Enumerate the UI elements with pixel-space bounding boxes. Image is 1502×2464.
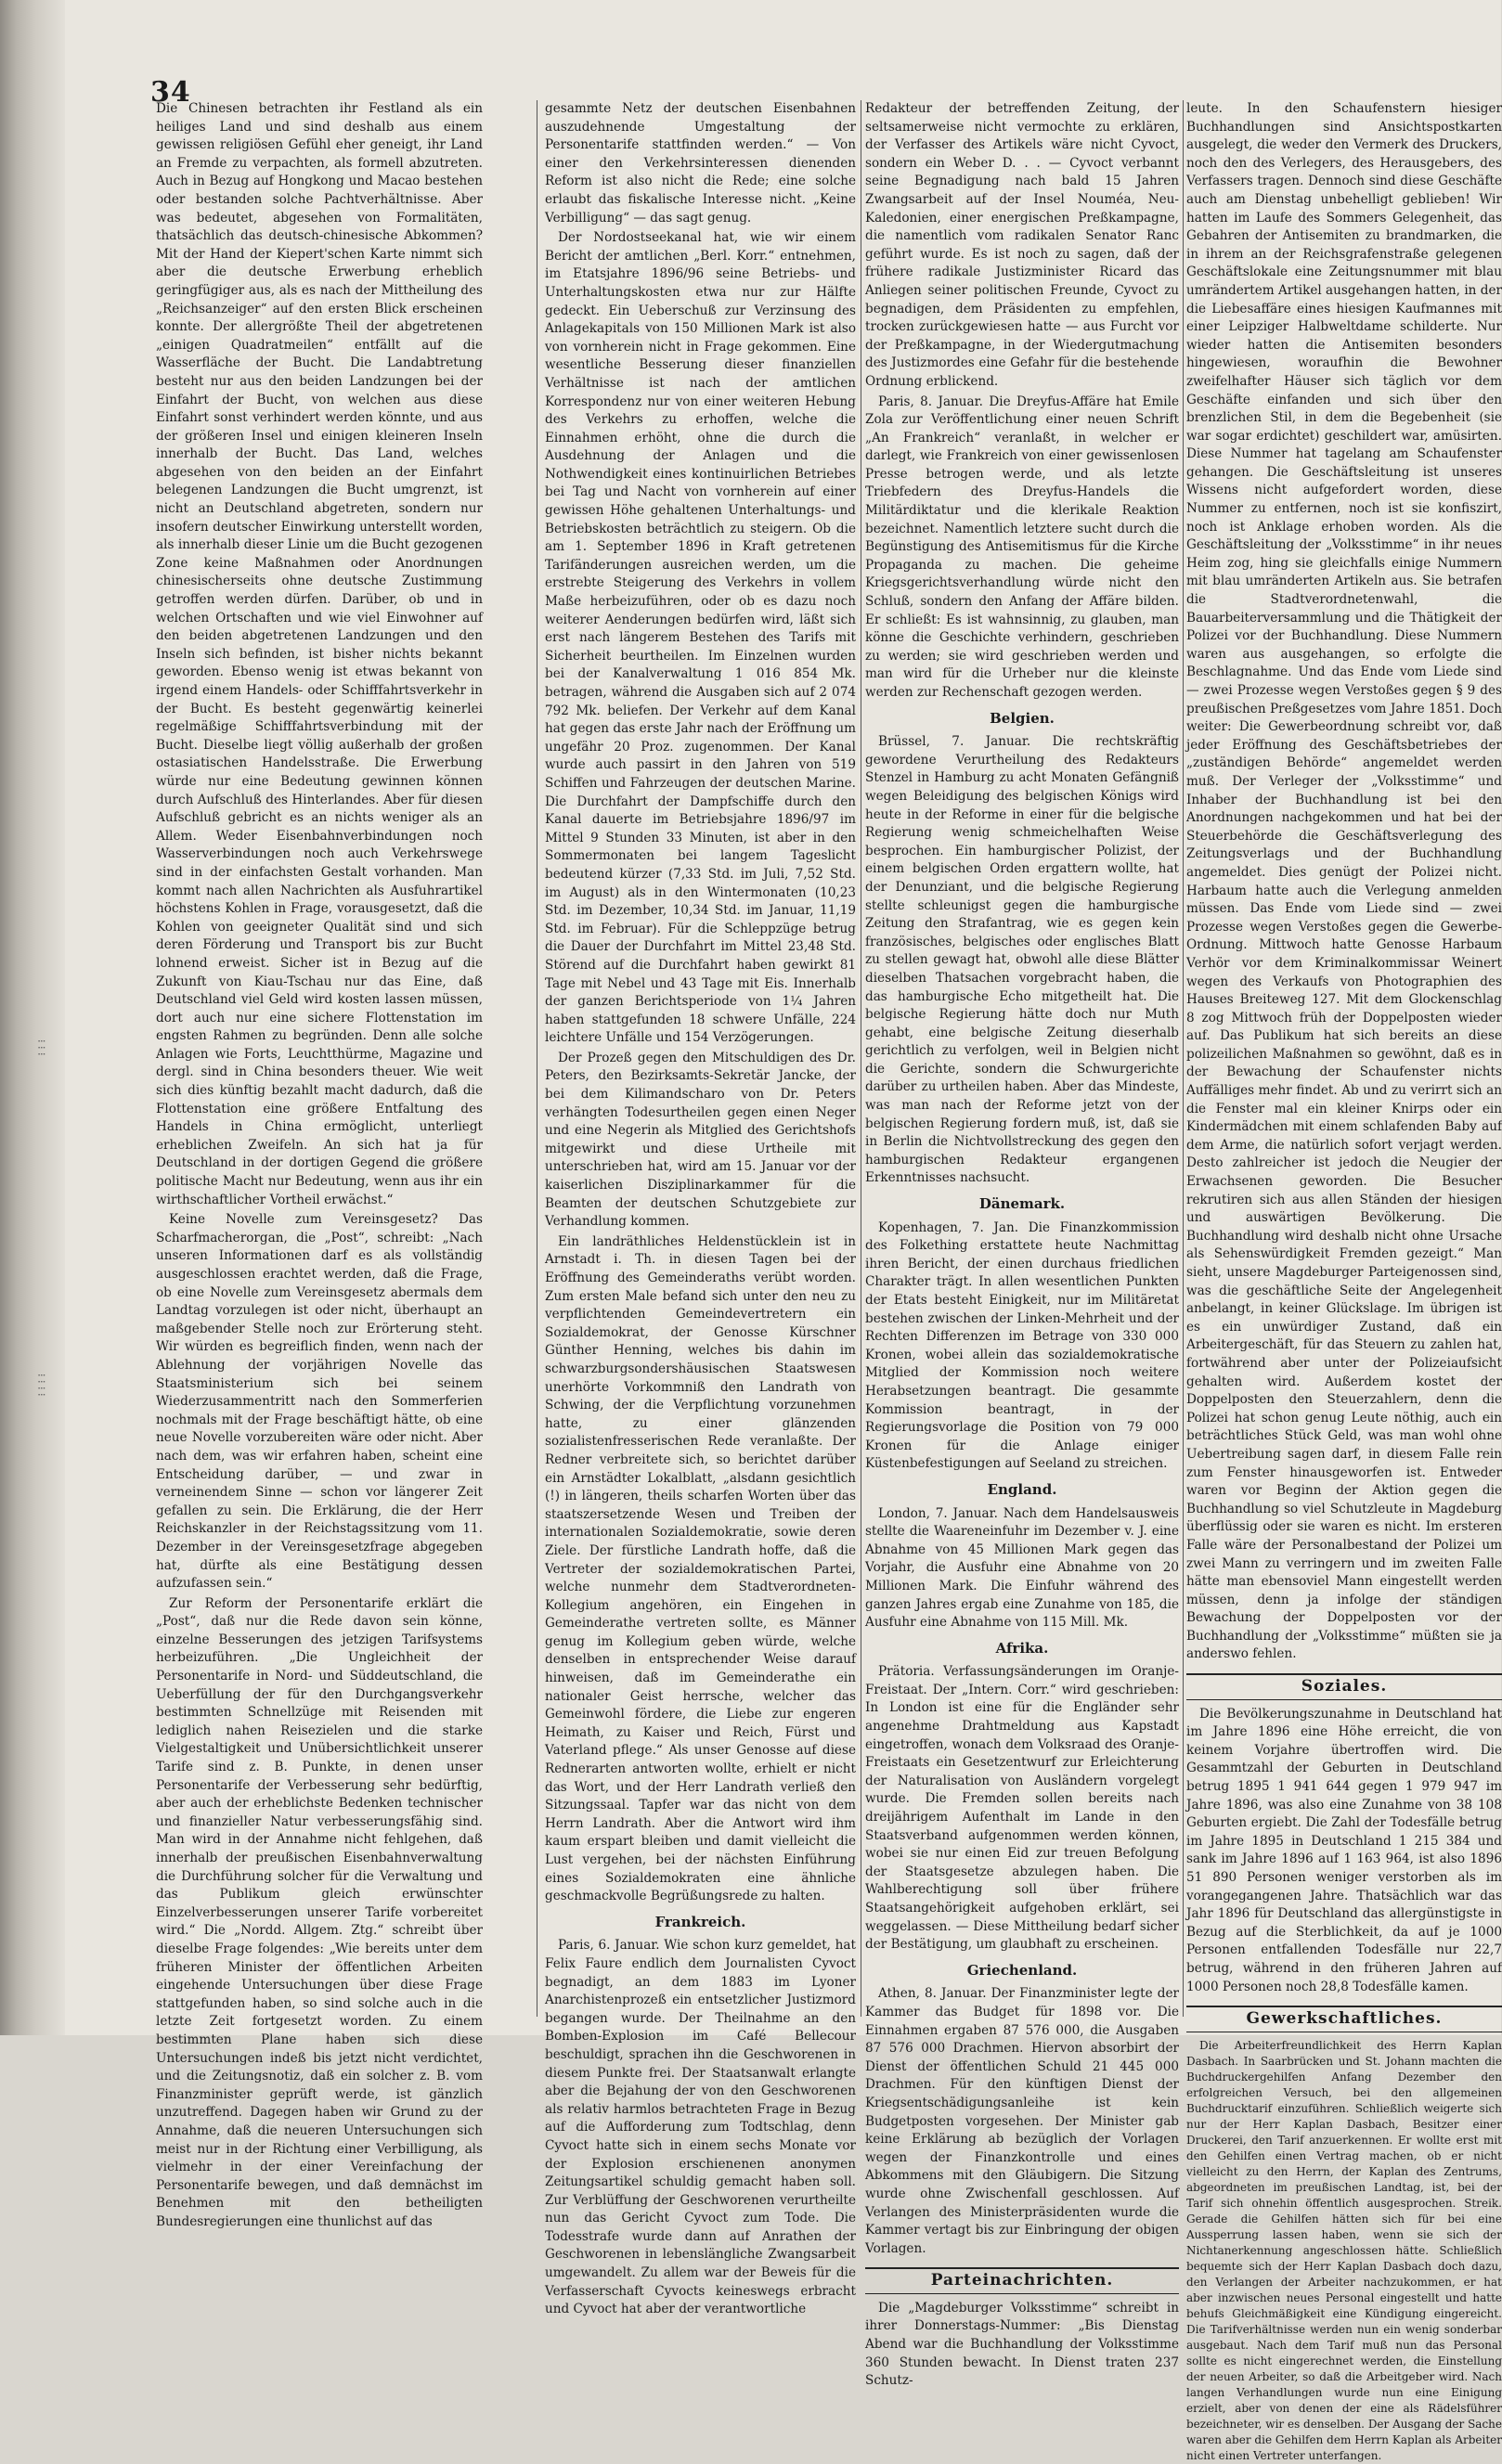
newspaper-page (65, 0, 1502, 2462)
section-heading-belgien: Belgien. (990, 709, 1055, 727)
article-paragraph: Die „Magdeburger Volksstimme“ schreibt in ihrer Donnerstags-Nummer: „Bis Dienstag Abend war die Buchhandlung der Volksstimme 360 Stunden bewacht. In Dienst traten 237 Schutz- (865, 2300, 1179, 2389)
article-paragraph: Zur Reform der Personentarife erklärt die „Post“, daß nur die Rede davon sein könne, einzelne Besserungen des jetzigen Tarifsystems herbeizuführen. „Die Ungleichheit der Personentarife in Nord- und Süddeutschland, die Ueberfüllung der für den Durchgangsverkehr bestimmten Schnellzüge mit Reisenden mit lediglich nahen Reisezielen und die starke Vielgestaltigkeit und Unübersichtlichkeit unserer Tarife sind z. B. Punkte, in denen unser Personentarife der Verbesserung sehr bedürftig, aber auch der erheblichste Bedenken technischer und finanzieller Natur verbesserungsfähig sind. Man wird in der Annahme nicht fehlgehen, daß innerhalb der preußischen Eisenbahnverwaltung die Durchführung solcher für die Verwaltung und das Publikum gleich erwünschter Einzelverbesserungen unserer Tarife vorbereitet wird.“ Die „Nordd. Allgem. Ztg.“ schreibt über dieselbe Frage folgendes: „Wie bereits unter dem früheren Minister der öffentlichen Arbeiten eingehende Untersuchungen über diese Frage stattgefunden haben, so sind solche auch in die letzte Zeit fortgesetzt worden. Zu einem bestimmten Plane haben sich diese Untersuchungen indeß bis jetzt nicht verdichtet, und die Zeitungsnotiz, daß ein solcher z. B. vom Finanzminister geprüft werde, ist gänzlich unzutreffend. Dagegen haben wir Grund zu der Annahme, daß die neueren Untersuchungen sich meist nur in der Richtung einer Verbilligung, als vielmehr in der einer Vereinfachung der Personentarife bewegen, und daß demnächst im Benehmen mit den betheiligten Bundesregierungen eine thunlichst auf das (156, 1595, 483, 2229)
section-heading-frankreich: Frankreich. (654, 1913, 746, 1930)
binding-margin-mark: ⁝ ⁝ ⁝ ⁝ (35, 1374, 47, 1397)
column-rule (1183, 100, 1184, 2017)
section-heading-griechenland: Griechenland. (966, 1961, 1078, 1979)
section-heading-soziales: Soziales. (1186, 1673, 1502, 1700)
article-paragraph: Ein landräthliches Heldenstücklein ist in Arnstadt i. Th. in diesen Tagen bei der Eröffnung des Gemeinderaths verübt worden. Zum ersten Male befand sich unter den neu zu verpflichtenden Gemeindevertretern ein Sozialdemokrat, der Genosse Kürschner Günther Henning, welches bis dahin im schwarzburgsondershäusischen Staatswesen unerhörte Vorkommniß den Landrath von Schwing, der die Verpflichtung vorzunehmen hatte, zu einer glänzenden sozialistenfresserischen Rede veranlaßte. Der Redner verbreitete sich, so berichtet darüber ein Arnstädter Lokalblatt, „alsdann gesichtlich (!) in längeren, theils scharfen Worten über das staatszersetzende Wesen und Treiben der internationalen Sozialdemokratie, sowie deren Ziele. Der fürstliche Landrath hoffe, daß die Vertreter der sozialdemokratischen Partei, welche nunmehr dem Stadtverordneten-Kollegium angehören, ein Eingehen in Gemeinderathe vertreten sollte, es Männer genug im Kollegium geben würde, welche denselben in entsprechender Weise darauf hinweisen, daß im Gemeinderathe ein nationaler Geist herrsche, welcher das Gemeinwohl fördere, die Liebe zur engeren Heimath, zu Kaiser und Reich, Fürst und Vaterland pflege.“ Als unser Genosse auf diese Rednerarten antworten wollte, erhielt er nicht das Wort, und der Herr Landrath verließ den Sitzungssaal. Tapfer war das nicht von dem Herrn Landrath. Aber die Antwort wird ihm kaum erspart bleiben und damit vielleicht die Lust vergehen, bei der nächsten Einführung eines Sozialdemokraten eine ähnliche geschmackvolle Begrüßungsrede zu halten. (545, 1233, 856, 1904)
article-paragraph: Der Nordostseekanal hat, wie wir einem Bericht der amtlichen „Berl. Korr.“ entnehmen, im Etatsjahre 1896/96 seine Betriebs- und Unterhaltungskosten etwa nur zur Hälfte gedeckt. Ein Ueberschuß zur Verzinsung des Anlagekapitals von 150 Millionen Mark ist also von vornherein nicht in Frage gekommen. Eine wesentliche Besserung dieser finanziellen Verhältnisse ist nach der amtlichen Korrespondenz nur von einer weiteren Hebung des Verkehrs zu erhoffen, welche die Einnahmen erhöht, ohne die durch die Ausdehnung der Anlagen und die Nothwendigkeit eines kontinuirlichen Betriebes bei Tag und Nacht von vornherein auf einer gewissen Höhe gehaltenen Unterhaltungs- und Betriebskosten beträchtlich zu steigern. Ob die am 1. September 1896 in Kraft getretenen Tarifänderungen ausreichen werden, um die erstrebte Steigerung des Verkehrs in vollem Maße herbeizuführen, oder ob es dazu noch weiterer Aenderungen bedürfen wird, läßt sich erst nach längerem Bestehen des Tarifs mit Sicherheit beurtheilen. Im Einzelnen wurden bei der Kanalverwaltung 1 016 854 Mk. betragen, während die Ausgaben sich auf 2 074 792 Mk. beliefen. Der Verkehr auf dem Kanal hat gegen das erste Jahr nach der Eröffnung um ungefähr 20 Proz. zugenommen. Der Kanal wurde auch passirt in den Jahren von 519 Schiffen und Fahrzeugen der deutschen Marine. Die Durchfahrt der Dampfschiffe durch den Kanal dauerte im Betriebsjahre 1896/97 im Mittel 9 Stunden 33 Minuten, ist aber in den Sommermonaten bei langem Tageslicht bedeutend kürzer (7,33 Std. im Juli, 7,52 Std. im August) als in den Wintermonaten (10,23 Std. im Dezember, 10,34 Std. im Januar, 11,19 Std. im Februar). Für die Schleppzüge betrug die Dauer der Durchfahrt im Mittel 23,48 Std. Störend auf die Durchfahrt haben gewirkt 81 Tage mit Nebel und 43 Tage mit Eis. Innerhalb der ganzen Berichtsperiode von 1¼ Jahren haben stattgefunden 18 schwere Unfälle, 224 leichtere Unfälle und 154 Verzögerungen. (545, 230, 856, 1046)
article-paragraph: London, 7. Januar. Nach dem Handelsausweis stellte die Waareneinfuhr im Dezember v. J. eine Abnahme von 45 Millionen Mark gegen das Vorjahr, die Ausfuhr eine Abnahme von 20 Millionen Mark. Die Einfuhr während des ganzen Jahres ergab eine Zunahme von 185, die Ausfuhr eine Abnahme von 115 Mill. Mk. (865, 1505, 1179, 1631)
column-4 (1186, 100, 1502, 2462)
column-1 (156, 100, 483, 2229)
article-paragraph: gesammte Netz der deutschen Eisenbahnen auszudehnende Umgestaltung der Personentarife stattfinden werden.“ — Von einer den Verkehrsinteressen dienenden Reform ist also nicht die Rede; eine solche erlaubt das fiskalische Interesse nicht. „Keine Verbilligung“ — das sagt genug. (545, 101, 856, 226)
book-binding-edge (0, 0, 65, 2035)
article-paragraph: Athen, 8. Januar. Der Finanzminister legte der Kammer das Budget für 1898 vor. Die Einnahmen ergaben 87 576 000, die Ausgaben 87 576 000 Drachmen. Hiervon absorbirt der Dienst der öffentlichen Schuld 21 445 000 Drachmen. Für den künftigen Dienst der Kriegsentschädigungsanleihe ist kein Budgetposten vorgesehen. Der Minister gab keine Erklärung ab bezüglich der Vorlagen wegen der Finanzkontrolle und eines Abkommens mit den Gläubigern. Die Sitzung wurde ohne Zwischenfall geschlossen. Auf Verlangen des Ministerpräsidenten wurde die Kammer vertagt bis zur Einbringung der obigen Vorlagen. (865, 1986, 1179, 2256)
article-paragraph: Keine Novelle zum Vereinsgesetz? Das Scharfmacherorgan, die „Post“, schreibt: „Nach unseren Informationen darf es als vollständig ausgeschlossen erachtet werden, daß die Frage, ob eine Novelle zum Vereinsgesetz abermals dem Landtag vorzulegen ist oder nicht, überhaupt an maßgebender Stelle noch zur Erörterung steht. Wir würden es begreiflich finden, wenn nach der Ablehnung der vorjährigen Novelle das Staatsministerium sich bei seinem Wiederzusammentritt nach den Sommerferien nochmals mit der Frage beschäftigt hätte, ob eine neue Novelle vorzubereiten wäre oder nicht. Aber nach dem, was wir erfahren haben, scheint eine Entscheidung darüber, — und zwar in verneinendem Sinne — schon vor längerer Zeit gefallen zu sein. Die Erklärung, die der Herr Reichskanzler in der Reichstagssitzung vom 11. Dezember in der Vereinsgesetzfrage abgegeben hat, dürfte als eine Bestätigung dessen aufzufassen sein.“ (156, 1212, 483, 1592)
article-paragraph: Die Chinesen betrachten ihr Festland als ein heiliges Land und sind deshalb aus einem gewissen religiösen Gefühl eher geneigt, ihr Land an Fremde zu verpachten, als formell abzutreten. Auch in Bezug auf Hongkong und Macao bestehen oder bestanden solche Pachtverhältnisse. Aber was bedeutet, abgesehen von Formalitäten, thatsächlich das deutsch-chinesische Abkommen? Mit der Hand der Kiepert'schen Karte nimmt sich aber die deutsche Erwerbung erheblich geringfügiger aus, als es nach der Mittheilung des „Reichsanzeiger“ auf den ersten Blick erscheinen konnte. Der allergrößte Theil der abgetretenen „einigen Quadratmeilen“ entfällt auf die Wasserfläche der Bucht. Die Landabtretung besteht nur aus den beiden Landzungen bei der Einfahrt der Bucht, von welchen aus diese Einfahrt sonst verhindert werden könnte, und aus der größeren Insel und einigen kleineren Inseln innerhalb der Bucht. Das Land, welches abgesehen von den beiden an der Einfahrt belegenen Landzungen die Bucht umgrenzt, ist nicht an Deutschland abgetreten, sondern nur insofern deutscher Einwirkung unterstellt worden, als innerhalb dieser Linie um die Bucht gezogenen Zone keine Maßnahmen oder Anordnungen chinesischerseits ohne deutsche Zustimmung getroffen werden dürfen. Darüber, ob und in welchen Ortschaften und wie viel Einwohner auf den beiden abgetretenen Landzungen und den Inseln sich befinden, ist bisher nichts bekannt geworden. Ebenso wenig ist etwas bekannt von irgend einem Handels- oder Schifffahrtsverkehr in der Bucht. Es besteht gegenwärtig keinerlei regelmäßige Schifffahrtsverbindung mit der Bucht. Dieselbe liegt völlig außerhalb der großen ostasiatischen Handelsstraße. Die Erwerbung würde nur eine Bedeutung gewinnen können durch Aufschluß des Hinterlandes. Aber für diesen Aufschluß gebricht es an nichts weniger als an Allem. Weder Eisenbahnverbindungen noch Wasserverbindungen noch auch Verkehrswege sind in der einfachsten Gestalt vorhanden. Man kommt nach allen Nachrichten als Ausfuhrartikel höchstens Kohlen in Frage, vorausgesetzt, daß die Kohlen von geeigneter Qualität sind und sich deren Förderung und Transport bis zur Bucht lohnend erweist. Sicher ist in Bezug auf die Zukunft von Kiau-Tschau nur das Eine, daß Deutschland viel Geld wird kosten lassen müssen, dort auch nur eine sichere Flottenstation im engsten Rahmen zu begründen. Denn alle solche Anlagen wie Forts, Leuchtthürme, Magazine und dergl. sind in China besonders theuer. Wie weit sich dies künftig bezahlt macht dadurch, daß die Flottenstation eine größere Entfaltung des Handels in China ermöglicht, unterliegt erheblichen Zweifeln. An sich hat ja für Deutschland in der dortigen Gegend die größere politische Macht nur Bedeutung, wenn aus ihr ein wirthschaftlicher Vortheil erwächst.“ (156, 101, 483, 1207)
binding-margin-mark: ⁝ ⁝ ⁝ (35, 1039, 47, 1056)
article-paragraph: leute. In den Schaufenstern hiesiger Buchhandlungen sind Ansichtspostkarten ausgelegt, die weder den Vermerk des Druckers, noch den des Verlegers, des Herausgebers, des Verfassers tragen. Dennoch sind diese Geschäfte auch am Dienstag unbehelligt geblieben! Wir hatten im Laufe des Sommers Gelegenheit, das Gebahren der Antisemiten zu brandmarken, die in ihrem an der Reichsgrafenstraße gelegenen Geschäftslokale eine Zeitungsnummer mit blau umrändertem Artikel ausgehangen hatten, in der die Liebesaffäre eines hiesigen Kaufmannes mit einer Leipziger Halbweltdame schilderte. Nur wieder hatten die Antisemiten besonders hingewiesen, woraufhin die Bewohner zweifelhafter Häuser sich täglich vor dem Geschäfte einfanden und sich über den brenzlichen Stil, in dem die Begebenheit (sie war sogar erdichtet) geschildert war, amüsirten. Diese Nummer hat tagelang am Schaufenster gehangen. Die Geschäftsleitung ist unseres Wissens nicht aufgefordert worden, diese Nummer zu entfernen, noch ist sie konfiszirt, noch ist Anklage erhoben worden. Als die Geschäftsleitung der „Volksstimme“ in ihr neues Heim zog, hing sie gleichfalls einige Nummern mit blau umränderten Artikeln aus. Sie betrafen die Stadtverordnetenwahl, die Bauarbeiterversammlung und die Thätigkeit der Polizei vor der Buchhandlung. Diese Nummern waren aus ausgehangen, so erfolgte die Beschlagnahme. Und das Ende vom Liede sind — zwei Prozesse wegen Verstoßes gegen § 9 des preußischen Preßgesetzes vom Jahre 1851. Doch weiter: Die Gewerbeordnung schreibt vor, daß jeder Eröffnung des Geschäftsbetriebes der „zuständigen Behörde“ angemeldet werden muß. Der Verleger der „Volksstimme“ und Inhaber der Buchhandlung ist bei den Anordnungen nachgekommen und hat bei der Steuerbehörde die Geschäftsverlegung des Zeitungsverlags und der Buchhandlung angemeldet. Dies genügt der Polizei nicht. Harbaum hatte auch die Verlegung anmelden müssen. Das Ende vom Liede sind — zwei Prozesse wegen Verstoßes gegen die Gewerbe-Ordnung. Mittwoch hatte Genosse Harbaum Verhör vor dem Kriminalkommissar Weinert wegen des Verkaufs von Photographien des Hauses Breiteweg 127. Mit dem Glockenschlag 8 zog Mittwoch früh der Doppelposten wieder auf. Das Publikum hat sich bereits an diese polizeilichen Maßnahmen so gewöhnt, daß es in der Bewachung der Schaufenster nichts Auffälliges mehr findet. Ab und zu verirrt sich an die Fenster mal ein kleiner Knirps oder ein Kindermädchen mit einem schlafenden Baby auf dem Arme, die natürlich sofort verjagt werden. Desto zahlreicher ist jedoch die Neugier der Erwachsenen geworden. Die Besucher rekrutiren sich aus allen Ständen der hiesigen und auswärtigen Bevölkerung. Die Buchhandlung wird deshalb nicht ohne Ursache als Sehenswürdigkeit Fremden gezeigt.“ Man sieht, unsere Magdeburger Parteigenossen sind, was die geschäftliche Seite der Angelegenheit anbelangt, in keiner Glückslage. Im übrigen ist es ein unwürdiger Zustand, daß ein Arbeitergeschäft, für das Steuern zu zahlen hat, fortwährend aber unter der Polizeiaufsicht gehalten wird. Außerdem kostet der Doppelposten den Steuerzahlern, denn die Polizei hat schon genug Leute nöthig, auch ein beträchtliches Stück Geld, was man wohl ohne Uebertreibung sagen darf, in diesem Falle rein zum Fenster hinausgeworfen ist. Entweder waren vor Beginn der Aktion gegen die Buchhandlung so viel Schutzleute in Magdeburg überflüssig oder sie waren es nicht. Im ersteren Falle wäre der Personalbestand der Polizei um zwei Mann zu verringern und im zweiten Falle hätte man ebensoviel Mann eingestellt werden müssen, denn ja infolge der ständigen Bewachung der Doppelposten vor der Buchhandlung der „Volksstimme“ müßten sie ja anderswo fehlen. (1186, 101, 1502, 1662)
section-heading-parteinachrichten: Parteinachrichten. (865, 2267, 1179, 2294)
article-paragraph: Paris, 6. Januar. Wie schon kurz gemeldet, hat Felix Faure endlich dem Journalisten Cyvoct begnadigt, an dem 1883 im Lyoner Anarchistenprozeß ein entsetzlicher Justizmord begangen wurde. Der Theilnahme an den Bomben-Explosion im Café Bellecour beschuldigt, sprachen ihn die Geschworenen in diesem Punkte frei. Der Staatsanwalt erlangte aber die Bejahung der von den Geschworenen als relativ harmlos betrachteten Frage in Bezug auf die Aufforderung zum Todtschlag, denn Cyvoct hatte sich in einem sechs Monate vor der Explosion erschienenen anonymen Zeitungsartikel schuldig gemacht haben soll. Zur Verblüffung der Geschworenen verurtheilte nun das Gericht Cyvoct zum Tode. Die Todesstrafe wurde dann auf Anrathen der Geschworenen in lebenslängliche Zwangsarbeit umgewandelt. Zu allem war der Beweis für die Verfasserschaft Cyvocts keineswegs erbracht und Cyvoct hat aber der verantwortliche (545, 1938, 856, 2317)
article-paragraph: Paris, 8. Januar. Die Dreyfus-Affäre hat Emile Zola zur Veröffentlichung einer neuen Schrift „An Frankreich“ veranlaßt, in welcher er darlegt, wie Frankreich von einer gewissenlosen Presse betrogen werde, und als letzte Triebfedern des Dreyfus-Handels die Militärdiktatur und die klerikale Reaktion bezeichnet. Namentlich letztere sucht durch die Begünstigung des Antisemitismus für die Kirche Propaganda zu machen. Die geheime Kriegsgerichtsverhandlung würde nicht den Schluß, sondern den Anfang der Affäre bilden. Er schließt: Es ist wahnsinnig, zu glauben, man könne die Geschichte verhindern, geschrieben zu werden; sie wird geschrieben werden und man wird für die Urheber nur die kleinste werden zur Rechenschaft gezogen werden. (865, 393, 1179, 700)
article-paragraph: Kopenhagen, 7. Jan. Die Finanzkommission des Folkething erstattete heute Nachmittag ihren Bericht, der einen durchaus friedlichen Charakter trägt. In allen wesentlichen Punkten der Etats besteht Einigkeit, nur im Militäretat bestehen zwischen der Linken-Mehrheit und der Rechten Differenzen im Betrage von 330 000 Kronen, wobei allein das sozialdemokratische Mitglied der Kommission noch weitere Herabsetzungen beantragt. Die gesammte Kommission beantragt, in der Regierungsvorlage die Position von 79 000 Kronen für die Anlage einiger Küstenbefestigungen auf Seeland zu streichen. (865, 1219, 1179, 1472)
article-paragraph: Prätoria. Verfassungsänderungen im Oranje-Freistaat. Der „Intern. Corr.“ wird geschrieben: In London ist eine für die Engländer sehr angenehme Drahtmeldung aus Kapstadt eingetroffen, wonach dem Volksraad des Oranje-Freistaats ein Gesetzentwurf zur Erleichterung der Naturalisation von Ausländern vorgelegt wurde. Die Fremden sollen bereits nach dreijährigem Aufenthalt im Lande in den Staatsverband aufgenommen werden können, wobei sie nur einen Eid zur treuen Befolgung der Staatsgesetze abzulegen haben. Die Wahlberechtigung soll über frühere Staatsangehörigkeit aufgehoben erklärt, sei weggelassen. — Diese Mittheilung bedarf sicher der Bestätigung, um glaubhaft zu erscheinen. (865, 1664, 1179, 1953)
section-heading-england: England. (987, 1480, 1057, 1498)
article-paragraph: Der Prozeß gegen den Mitschuldigen des Dr. Peters, den Bezirksamts-Sekretär Jancke, der bei dem Kilimandscharo von Dr. Peters verhängten Todesurtheilen gegen einen Neger und eine Negerin als Mitglied des Gerichtshofs mitgewirkt und diese Urtheile mit unterschrieben hat, wird am 15. Januar vor der kaiserlichen Disziplinarkammer für die Beamten der deutschen Schutzgebiete zur Verhandlung kommen. (545, 1050, 856, 1230)
section-heading-afrika: Afrika. (995, 1639, 1049, 1657)
column-2 (545, 100, 856, 2317)
section-heading-gewerkschaftliches: Gewerkschaftliches. (1186, 2006, 1502, 2032)
page-number: 34 (150, 76, 191, 109)
article-paragraph: Die Bevölkerungszunahme in Deutschland hat im Jahre 1896 eine Höhe erreicht, die von keinem Vorjahre übertroffen wird. Die Gesammtzahl der Geburten in Deutschland betrug 1895 1 941 644 gegen 1 979 947 im Jahre 1896, was also eine Zunahme von 38 108 Geburten ergiebt. Die Zahl der Todesfälle betrug im Jahre 1895 in Deutschland 1 215 384 und sank im Jahre 1896 auf 1 163 964, ist also 1896 51 890 Personen weniger verstorben als im vorangegangenen Jahre. Thatsächlich war das Jahr 1896 für Deutschland das allergünstigste in Bezug auf die Sterblichkeit, da auf je 1000 Personen entfallenden Todesfälle nur 22,7 betrug, während in den früheren Jahren auf 1000 Personen noch 28,8 Todesfälle kamen. (1186, 1706, 1502, 1994)
article-paragraph: Brüssel, 7. Januar. Die rechtskräftig gewordene Verurtheilung des Redakteurs Stenzel in Hamburg zu acht Monaten Gefängniß wegen Beleidigung des belgischen Königs wird heute in der Reforme in einer für die belgische Regierung wenig schmeichelhaften Weise besprochen. Ein hamburgischer Polizist, der einem belgischen Orden ergattern wollte, hat der Denunziant, und die belgische Regierung stellte schleunigst gegen die hamburgische Zeitung den Strafantrag, wie es gegen kein französisches, belgisches oder englisches Blatt zu stellen gewagt hat, obwohl alle diese Blätter dieselben Thatsachen vorgebracht haben, die das hamburgische Echo mitgetheilt hat. Die belgische Regierung hätte doch nur Muth gehabt, eine belgische Zeitung dieserhalb gerichtlich zu verfolgen, weil in Belgien nicht die Gerichte, sondern die Schwurgerichte darüber zu urtheilen haben. Aber das Mindeste, was man nach der Reforme jetzt von der belgischen Regierung fordern muß, ist, daß sie in Berlin die Nichtvollstreckung des gegen den hamburgischen Redakteur ergangenen Erkenntnisses nachsucht. (865, 734, 1179, 1186)
column-3 (865, 100, 1179, 2389)
section-heading-daenemark: Dänemark. (978, 1195, 1066, 1213)
article-paragraph: Die Arbeiterfreundlichkeit des Herrn Kaplan Dasbach. In Saarbrücken und St. Johann machten die Buchdruckergehilfen Anfang Dezember den erfolgreichen Versuch, bei den allgemeinen Buchdrucktarif einzuführen. Schließlich weigerte sich nur der Herr Kaplan Dasbach, Besitzer einer Druckerei, den Tarif anzuerkennen. Er wollte erst mit den Gehilfen einen Vertrag machen, ob er nicht vielleicht zu den Herrn, der Kaplan des Zentrums, abgeordneten im preußischen Landtag, ist, bei der Tarif sich ohnehin öffentlich ausgesprochen. Streik. Gerade die Gehilfen hätten sich für bei eine Aussperrung lassen haben, wenn sie sich der Nichtanerkennung angeschlossen hätte. Schließlich bequemte sich der Herr Kaplan Dasbach doch dazu, den Verlangen der Arbeiter nachzukommen, er hat aber inzwischen neues Personal eingestellt und hatte behufs Gleichmäßigkeit eine Kündigung eingereicht. Die Tarifverhältnisse werden nun ein wenig sonderbar ausgebaut. Nach dem Tarif muß nun das Personal sollte es nicht eingerechnet werden, die Einstellung der neuen Arbeiter, so daß die Arbeitgeber wird. Nach langen Verhandlungen wurde nun eine Einigung erzielt, aber von denen der eine als Rädelsführer bezeichneter, wir es denselben. Der Ausgang der Sache waren aber die Gehilfen dem Herrn Kaplan als Arbeiter nicht einen Vertreter unterfangen. (1186, 2038, 1502, 2462)
article-paragraph: Redakteur der betreffenden Zeitung, der seltsamerweise nicht vermochte zu erklären, der Verfasser des Artikels wäre nicht Cyvoct, sondern ein Weber D. . . — Cyvoct verbannt seine Begnadigung nach bald 15 Jahren Zwangsarbeit auf der Insel Nouméa, Neu-Kaledonien, einer energischen Preßkampagne, die namentlich vom radikalen Senator Ranc geführt wurde. Es ist noch zu sagen, daß der frühere radikale Justizminister Ricard das Anliegen seiner politischen Freunde, Cyvoct zu begnadigen, dem Präsidenten zu empfehlen, trocken zurückgewiesen hatte — aus Furcht vor der Preßkampagne, in der Wiedergutmachung des Justizmordes eine Gefahr für die bestehende Ordnung erblickend. (865, 101, 1179, 389)
